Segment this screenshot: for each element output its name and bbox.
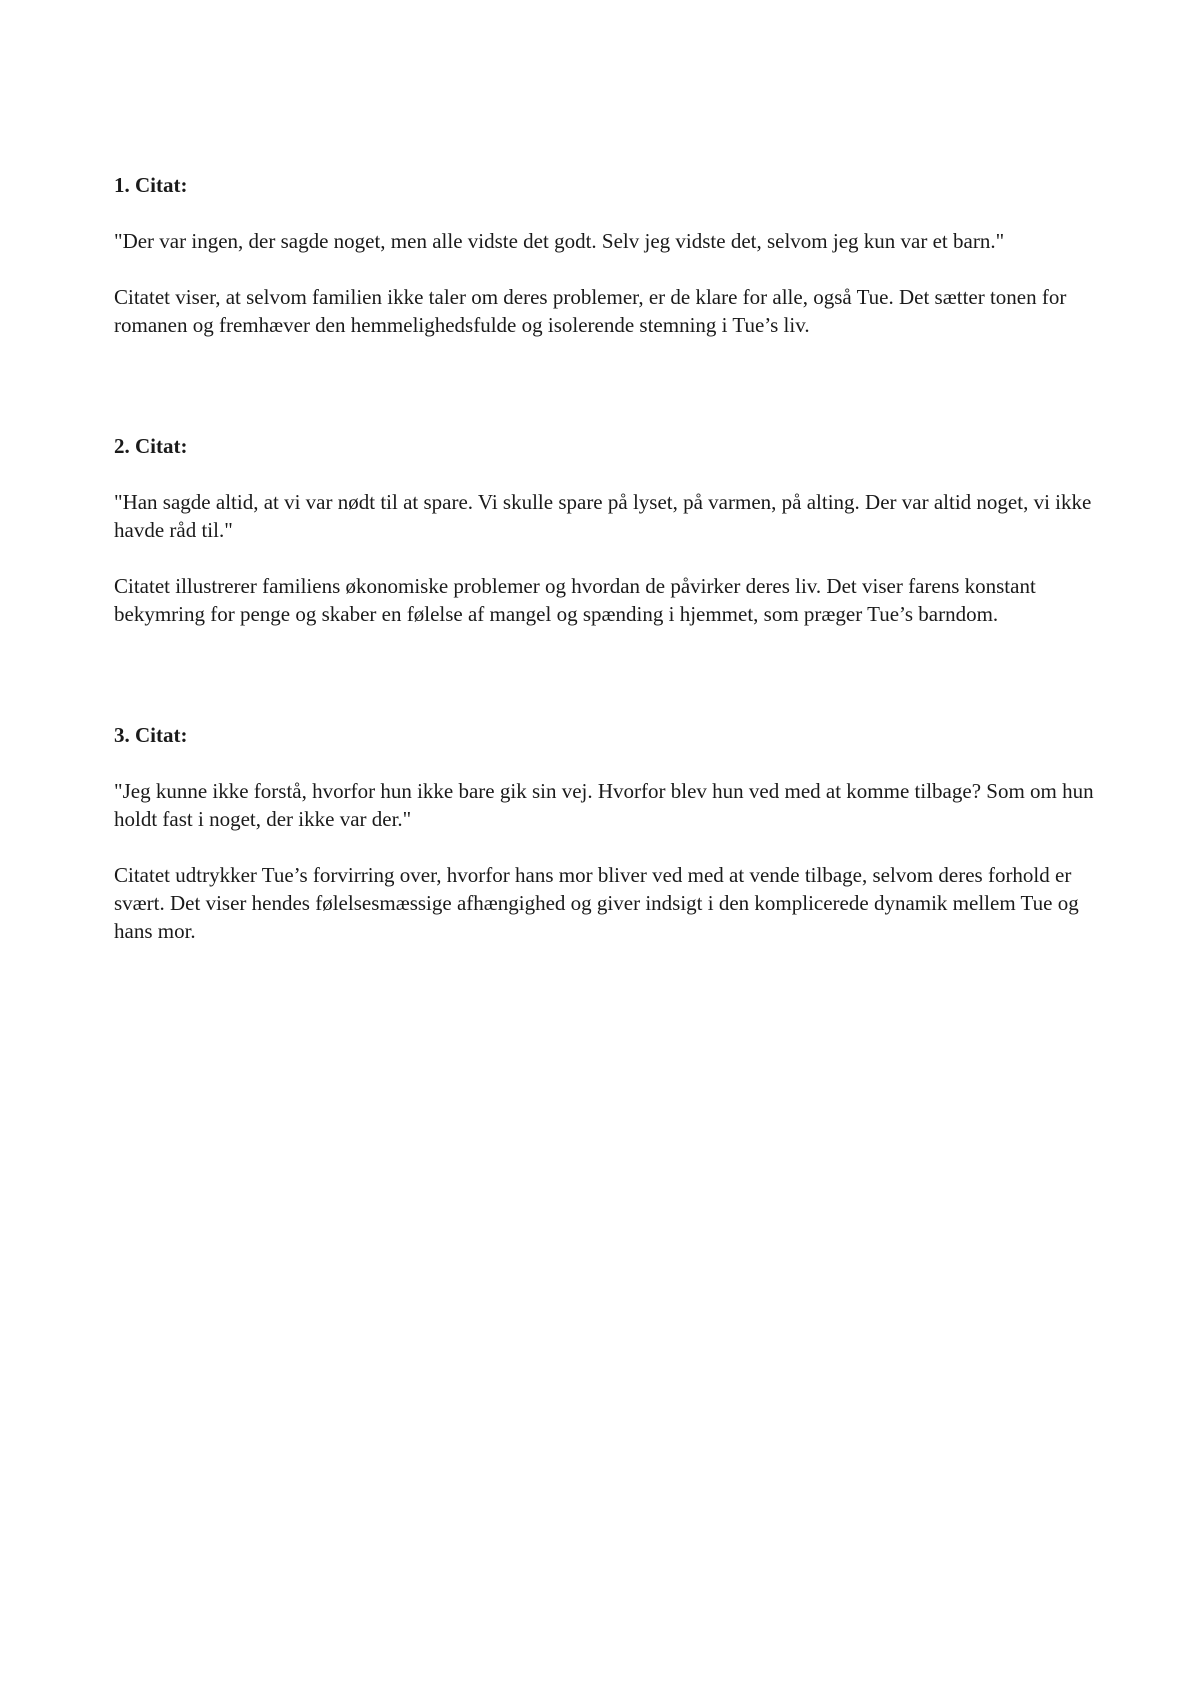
- analysis-text: Citatet viser, at selvom familien ikke taler om deres problemer, er de klare for alle, også Tue. Det sætter tonen for romanen og fremhæver den hemmelighedsfulde og isolerende stemning i Tue’s liv.: [114, 285, 1067, 337]
- quote-text: "Han sagde altid, at vi var nødt til at spare. Vi skulle spare på lyset, på varmen, på alting. Der var altid noget, vi ikke havde råd til.": [114, 490, 1092, 542]
- quote-section-1: [114, 171, 1094, 339]
- quote-section-2: [114, 432, 1094, 628]
- quote-text: "Der var ingen, der sagde noget, men alle vidste det godt. Selv jeg vidste det, selvom jeg kun var et barn.": [114, 229, 1005, 253]
- section-heading: 1. Citat:: [114, 173, 188, 197]
- document-body: [114, 171, 1094, 945]
- section-heading: 2. Citat:: [114, 434, 188, 458]
- quote-section-3: [114, 721, 1094, 945]
- analysis-text: Citatet illustrerer familiens økonomiske problemer og hvordan de påvirker deres liv. Det viser farens konstant bekymring for penge og skaber en følelse af mangel og spænding i hjemmet, som præger Tue’s barndom.: [114, 574, 1036, 626]
- analysis-text: Citatet udtrykker Tue’s forvirring over, hvorfor hans mor bliver ved med at vende tilbage, selvom deres forhold er svært. Det viser hendes følelsesmæssige afhængighed og giver indsigt i den komplicerede dynamik mellem Tue og hans mor.: [114, 863, 1079, 943]
- quote-text: "Jeg kunne ikke forstå, hvorfor hun ikke bare gik sin vej. Hvorfor blev hun ved med at komme tilbage? Som om hun holdt fast i noget, der ikke var der.": [114, 779, 1094, 831]
- section-heading: 3. Citat:: [114, 723, 188, 747]
